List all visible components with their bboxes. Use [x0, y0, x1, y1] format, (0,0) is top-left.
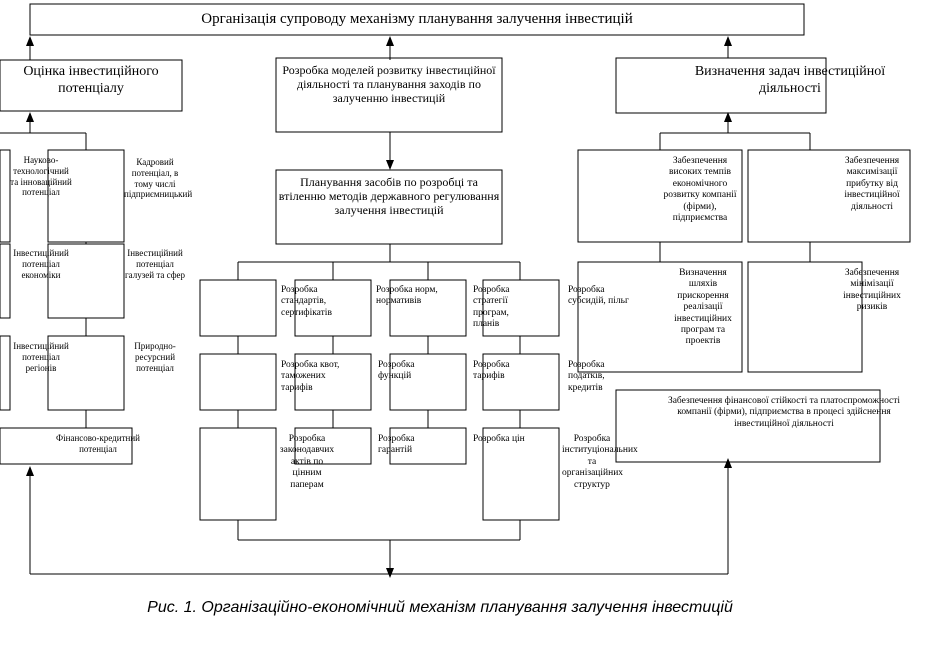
right-item-risk: Забезпечення мінімізації інвестиційних ризиків [843, 268, 901, 313]
right-item-acceleration: Визначення шляхів прискорення реалізації інвестиційних програм та проектів [674, 268, 732, 347]
planning-header: Планування засобів по розробці та втіленню методів державного регулювання залучення інвестицій [278, 175, 500, 217]
arrow-up-icon [724, 36, 732, 46]
center-item-institutions: Розробка інституціональних та організаційних структур [562, 434, 638, 490]
center-item-norms: Розробка норм, нормативів [376, 285, 438, 307]
center-item-prices: Розробка цін [473, 434, 525, 444]
arrow-up-icon [386, 36, 394, 46]
right-header: Визначення задач інвестиційної діяльності [694, 64, 886, 96]
center-item-tariffs: Розробка тарифів [473, 360, 510, 382]
arrow-up-icon [26, 112, 34, 122]
right-item-growth: Забезпечення високих темпів економічного розвитку компанії (фірми), підприємства [663, 156, 737, 223]
center-item-subsidies: Розробка субсидій, пільг [568, 285, 629, 307]
left-item-science: Науково-технологічний та інноваційний потенціал [10, 155, 72, 198]
center-item-quotas: Розробка квот, таможених тарифів [281, 360, 340, 393]
left-item-finance: Фінансово-кредитний потенціал [56, 433, 140, 454]
arrow-up-icon [724, 458, 732, 468]
center-item-strategy: Розробка стратегії програм, планів [473, 285, 510, 330]
left-item-natural: Природно-ресурсний потенціал [134, 341, 176, 373]
center-item-standards: Розробка стандартів, сертифікатів [281, 285, 332, 318]
arrow-up-icon [26, 466, 34, 476]
center-item-securities: Розробка законодавчих актів по цінним паперам [279, 434, 335, 490]
right-item-profit: Забезпечення максимізації прибутку від інвестиційної діяльності [844, 156, 900, 212]
arrow-down-icon [386, 160, 394, 170]
arrow-down-icon [386, 568, 394, 578]
arrow-up-icon [26, 36, 34, 46]
center-item-guarantees: Розробка гарантій [378, 434, 415, 456]
center-header: Розробка моделей розвитку інвестиційної діяльності та планування заходів по залученню інвестицій [282, 63, 496, 105]
left-item-economy: Інвестиційний потенціал економіки [13, 248, 69, 280]
figure-caption: Рис. 1. Організаційно-економічний механізм планування залучення інвестицій [147, 599, 733, 616]
center-item-functions: Розробка функцій [378, 360, 415, 382]
left-item-personnel: Кадровий потенціал, в тому числі підприємницький [124, 157, 193, 200]
diagram-title: Організація супроводу механізму планування залучення інвестицій [201, 11, 633, 27]
left-item-regions: Інвестиційний потенціал регіонів [13, 341, 69, 373]
left-header: Оцінка інвестиційного потенціалу [23, 64, 159, 96]
center-item-taxes: Розробка податків, кредитів [568, 360, 605, 393]
right-item-stability: Забезпечення фінансової стійкості та платоспроможності компанії (фірми), підприємства в процесі здійснення інвестиційної діяльності [667, 396, 901, 429]
left-item-sectors: Інвестиційний потенціал галузей та сфер [124, 248, 186, 280]
